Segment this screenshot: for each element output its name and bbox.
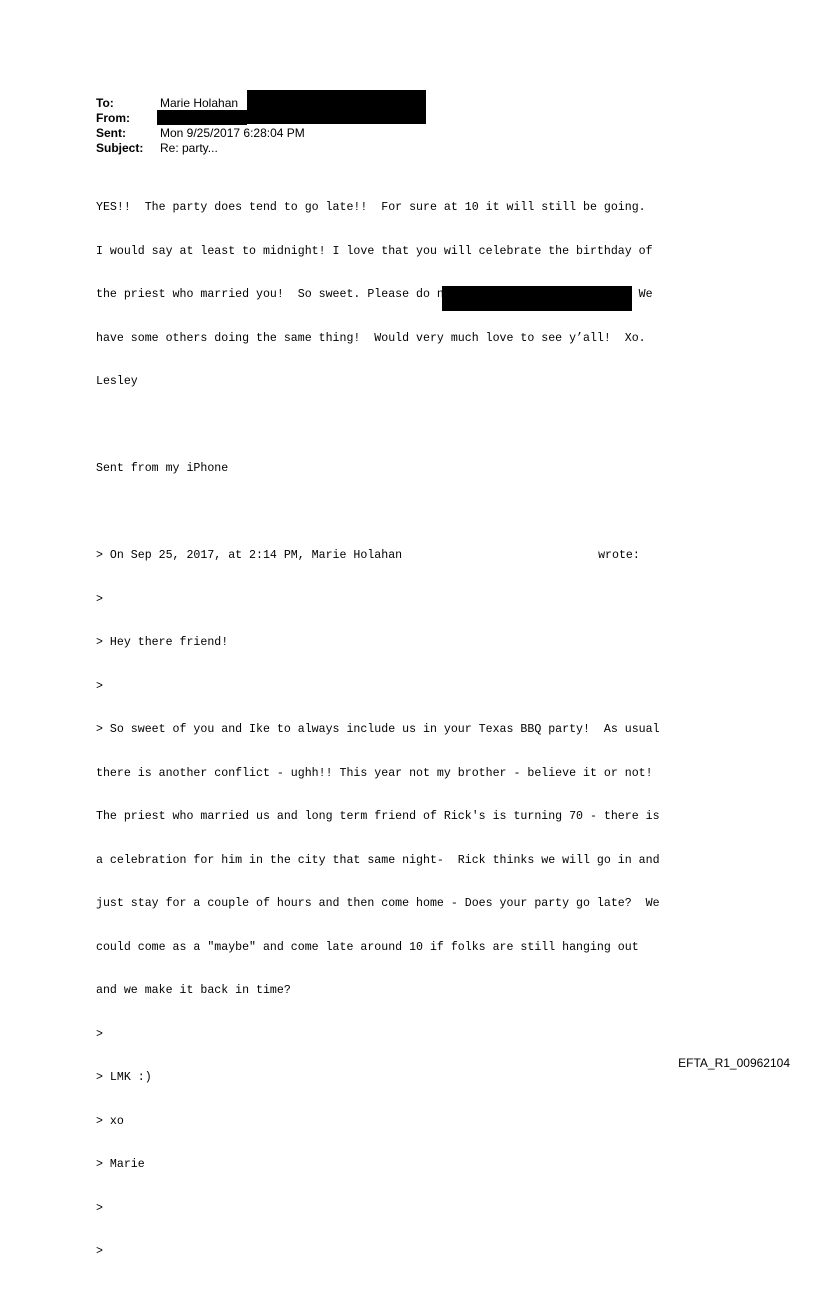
quoted-line: there is another conflict - ughh!! This year not my brother - believe it or not! xyxy=(96,766,653,780)
quoted-line: just stay for a couple of hours and then come home - Does your party go late? We xyxy=(96,897,660,910)
subject-label: Subject: xyxy=(96,141,144,155)
signature: Sent from my iPhone xyxy=(96,462,229,475)
quoted-line: > So sweet of you and Ike to always include us in your Texas BBQ party! As usual xyxy=(96,723,660,736)
document-id-footer: EFTA_R1_00962104 xyxy=(678,1056,790,1070)
quoted-line: > xyxy=(96,1027,103,1041)
subject-value: Re: party... xyxy=(160,141,218,155)
reply-line: I would say at least to midnight! I love that you will celebrate the birthday of xyxy=(96,244,653,258)
quoted-line: > xyxy=(96,592,103,606)
quoted-line: > xo xyxy=(96,1114,124,1128)
quoted-line: > xyxy=(96,1245,103,1258)
quoted-line: > Marie xyxy=(96,1158,145,1171)
email-body xyxy=(96,172,660,1289)
quoted-line: > LMK :) xyxy=(96,1071,152,1084)
quote-intro xyxy=(96,549,660,564)
quoted-line: > xyxy=(96,679,103,693)
sent-label: Sent: xyxy=(96,126,126,140)
reply-line: YES!! The party does tend to go late!! For sure at 10 it will still be going. xyxy=(96,201,646,214)
to-label: To: xyxy=(96,96,114,110)
quoted-line: and we make it back in time? xyxy=(96,984,291,997)
quoted-line: > Hey there friend! xyxy=(96,636,229,649)
reply-line: have some others doing the same thing! Would very much love to see y’all! Xo. xyxy=(96,331,646,345)
sent-value: Mon 9/25/2017 6:28:04 PM xyxy=(160,126,305,140)
redaction-to-email xyxy=(247,90,426,124)
to-value: Marie Holahan xyxy=(160,96,239,110)
redaction-from xyxy=(157,110,247,125)
from-label: From: xyxy=(96,111,130,125)
quote-intro-wrote: wrote: xyxy=(598,549,640,562)
quoted-line: could come as a "maybe" and come late around 10 if folks are still hanging out xyxy=(96,940,639,954)
quoted-line: a celebration for him in the city that same night- Rick thinks we will go in and xyxy=(96,853,660,867)
quote-intro-text: > On Sep 25, 2017, at 2:14 PM, Marie Holahan xyxy=(96,549,410,562)
reply-line: the priest who married you! So sweet. Please do not hesitate to come late!! We xyxy=(96,288,653,301)
quoted-line: > xyxy=(96,1201,103,1215)
quoted-line: The priest who married us and long term friend of Rick's is turning 70 - there is xyxy=(96,810,660,823)
reply-line: Lesley xyxy=(96,375,138,388)
